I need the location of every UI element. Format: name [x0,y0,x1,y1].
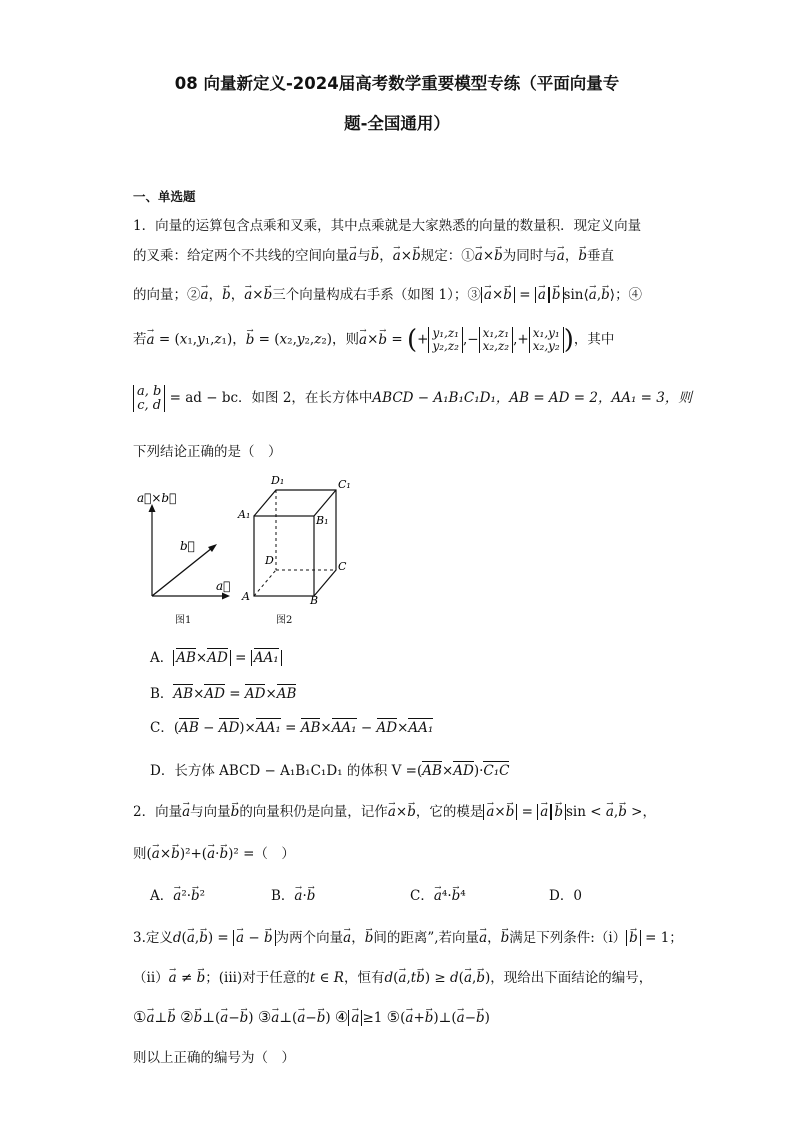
page-title-line2: 题-全国通用） [344,114,450,133]
q2-option-d[interactable]: D．0 [549,888,582,904]
q2-line2: 则(→ a×→ b)²+(→ a·→ b)² =（ ） [133,842,295,862]
svg-text:a⃗: a⃗ [216,579,231,593]
q1-option-c[interactable]: C．(AB − AD)×AA₁ = AB×AA₁ − AD×AA₁ [150,720,434,736]
q1-line3: 的向量；②→ a，→ b，→ a×→ b三个向量构成右手系（如图 1）；③→ a×→ b = → a→ b sin⟨→ a,→ b⟩；④ [133,283,642,303]
svg-text:C: C [338,560,347,573]
fig2-cuboid [237,474,351,607]
svg-text:b⃗: b⃗ [180,539,195,553]
fig1-right-hand-system [137,491,230,600]
svg-text:B: B [310,594,319,607]
q2-option-b[interactable]: B．→ a·→ b [271,884,315,904]
svg-text:a⃗×b⃗: a⃗×b⃗ [137,491,177,505]
q2-option-a[interactable]: A．→ a²·→ b² [150,884,205,904]
figures [128,472,368,622]
q2-line1: 2．向量→ a与向量→ b的向量积仍是向量，记作→ a×→ b，它的模是→ a×→ b = → a→ b sin < → a,→ b >， [133,800,656,820]
fig1-caption: 图1 [175,615,192,626]
q3-line1: 3.定义d(→ a,→ b) = → a − → b 为两个向量→ a，→ b间的距离”,若向量→ a，→ b满足下列条件:（i）→ b = 1； [133,926,683,946]
q1-line5: a, b c, d = ad − bc．如图 2，在长方体中ABCD − A₁B₁C₁D₁，AB = AD = 2，AA₁ = 3，则 [133,385,692,412]
svg-text:D₁: D₁ [271,474,285,487]
q1-line6: 下列结论正确的是（ ） [133,444,282,460]
svg-text:A₁: A₁ [238,508,251,521]
q3-line4: 则以上正确的编号为（ ） [133,1050,295,1066]
q1-option-a[interactable]: A． AB×AD = AA₁ [150,646,282,666]
q2-option-c[interactable]: C．→ a⁴·→ b⁴ [410,884,466,904]
q1-line4: 若→ a = (x₁,y₁,z₁)，→ b = (x₂,y₂,z₂)，则→ a×→ b = (+ y₁,z₁ y₂,z₂ ,− x₁,z₁ x₂,z₂ ,+ x₁,y₁ x₂,y₂ )，其中 [133,325,614,355]
fig2-caption: 图2 [276,615,293,626]
svg-text:D: D [265,554,274,567]
q1-line1: 1．向量的运算包含点乘和叉乘，其中点乘就是大家熟悉的向量的数量积．现定义向量 [133,218,642,234]
svg-text:C₁: C₁ [338,478,351,491]
q1-option-d[interactable]: D．长方体 ABCD − A₁B₁C₁D₁ 的体积 V =(AB×AD)·C₁C [150,763,510,779]
svg-text:A: A [242,590,250,603]
q1-line2: 的叉乘：给定两个不共线的空间向量→ a与→ b，→ a×→ b规定：①→ a×→ b为同时与→ a，→ b垂直 [133,244,614,264]
q1-option-b[interactable]: B．AB×AD = AD×AB [150,686,297,702]
page-title: 08 向量新定义-2024届高考数学重要模型专练（平面向量专 [174,74,620,93]
section-heading: 一、单选题 [133,189,196,204]
q3-line3: ①→ a⊥→ b ②→ b⊥(→ a−→ b) ③→ a⊥(→ a−→ b) ④→ a ≥1 ⑤(→ a+→ b)⊥(→ a−→ b) [133,1008,490,1026]
q3-line2: （ii）→ a ≠ → b；(iii)对于任意的t ∈ R，恒有d(→ a,t→ b) ≥ d(→ a,→ b)，现给出下面结论的编号， [133,966,652,986]
svg-text:B₁: B₁ [316,514,329,527]
